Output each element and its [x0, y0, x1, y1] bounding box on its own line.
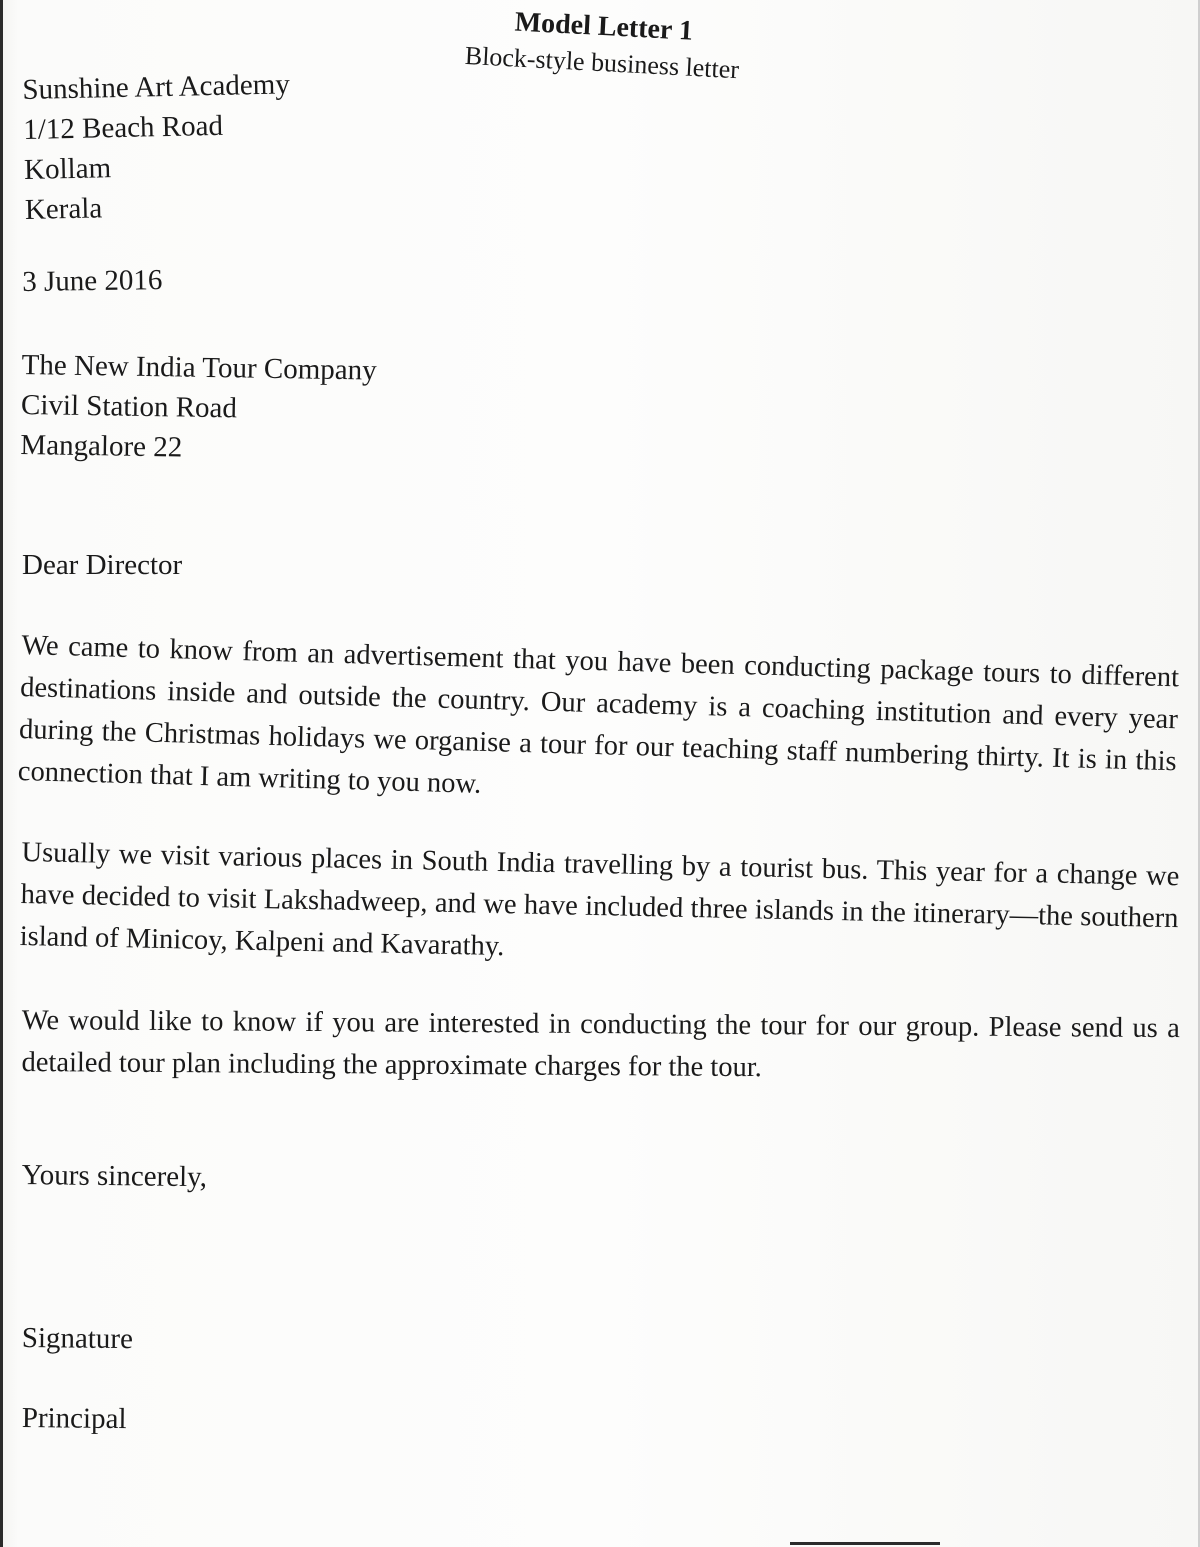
page-subtitle: Block-style business letter	[464, 40, 740, 85]
paragraph-2-text: Usually we visit various places in South India travelling by a tourist bus. This year for a change we have decided to visit Lakshadweep, and we have included three islands in the itinerary—the southern island of Minicoy, Kalpeni and Kavarathy.	[19, 836, 1180, 963]
designation-text: Principal	[21, 1401, 127, 1436]
closing-text: Yours sincerely,	[21, 1158, 208, 1194]
recipient-name: The New India Tour Company	[21, 348, 377, 387]
letter-date	[22, 262, 1182, 302]
salutation	[22, 545, 1182, 585]
paragraph-1-text: We came to know from an advertisement that you have been conducting package tours to different destinations inside and outside the country. Our academy is a coaching institution and every year during the Christmas holidays we organise a tour for our teaching staff numbering thirty. It is in this connection that I am writing to you now.	[17, 629, 1180, 800]
date-text: 3 June 2016	[22, 264, 163, 298]
complimentary-close	[22, 1155, 1182, 1195]
page-title: Model Letter 1	[513, 6, 694, 47]
recipient-street: Civil Station Road	[20, 388, 238, 425]
signature-text: Signature	[21, 1321, 134, 1356]
paragraph-3-text: We would like to know if you are interested in conducting the tour for our group. Please send us a detailed tour plan including the approximate charges for the tour.	[21, 1004, 1180, 1084]
body-paragraph-3	[22, 1000, 1180, 1084]
designation	[22, 1398, 1182, 1438]
body-paragraph-2	[19, 832, 1180, 963]
sender-name: Sunshine Art Academy	[22, 68, 291, 106]
sender-state: Kerala	[24, 192, 103, 226]
recipient-city: Mangalore 22	[20, 428, 183, 464]
recipient-address	[22, 345, 1182, 465]
page-bottom-rule	[790, 1542, 940, 1545]
sender-city: Kollam	[23, 152, 112, 186]
salutation-text: Dear Director	[22, 549, 183, 581]
body-paragraph-1	[17, 625, 1180, 800]
signature-line	[22, 1318, 1182, 1358]
page-left-edge	[0, 0, 3, 1547]
sender-street: 1/12 Beach Road	[22, 109, 224, 146]
sender-address	[22, 70, 1182, 230]
